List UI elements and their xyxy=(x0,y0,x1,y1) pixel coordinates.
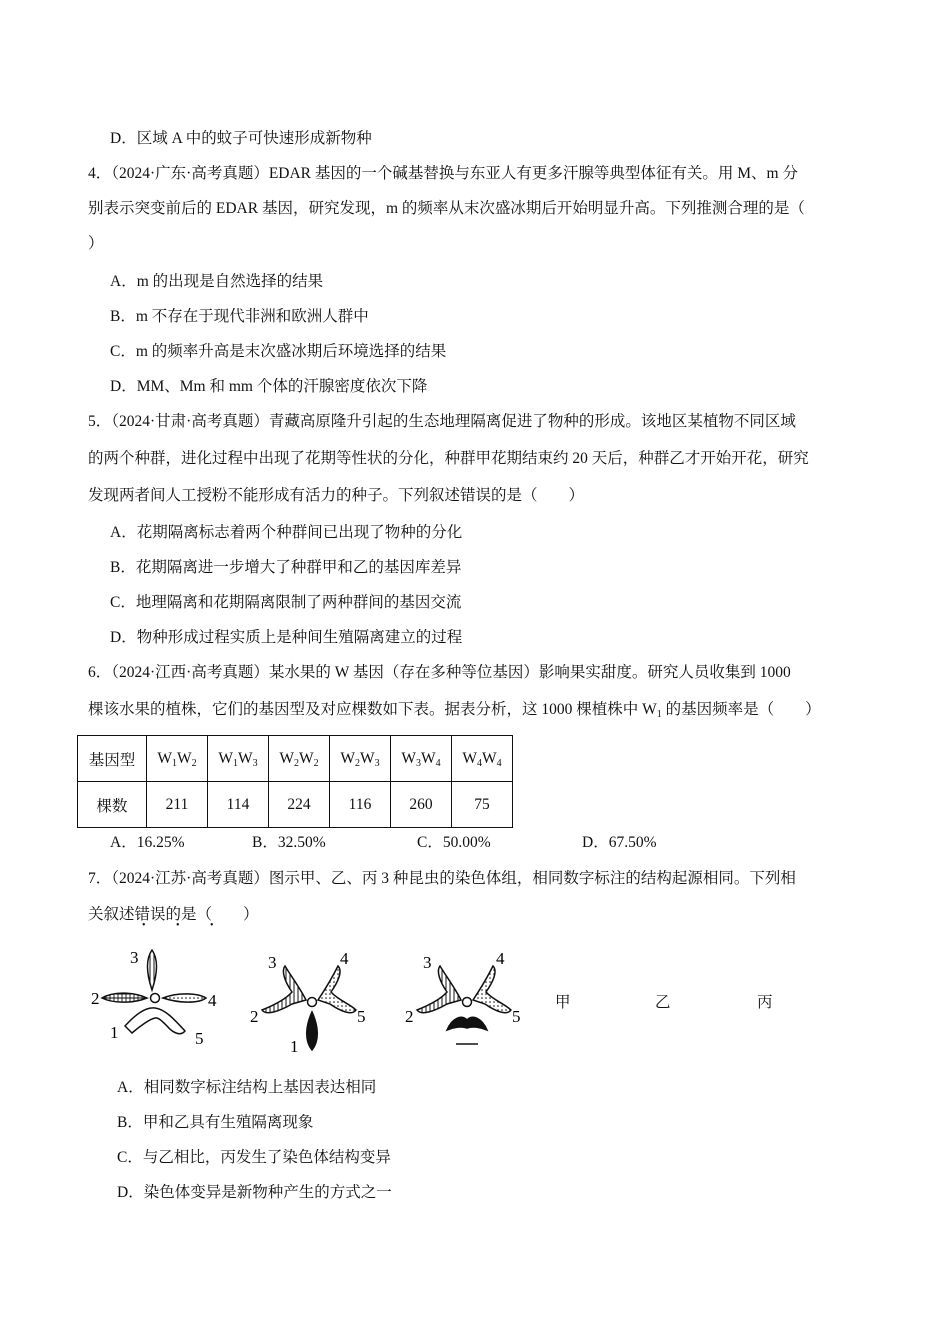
q4-stem-line3: ） xyxy=(88,235,104,252)
table-row-counts xyxy=(78,782,513,828)
label-3: 3 xyxy=(130,948,139,967)
q6-choice-a: A．16.25% xyxy=(110,834,185,851)
q7-option-b: B．甲和乙具有生殖隔离现象 xyxy=(117,1114,314,1131)
table-cell-count: 75 xyxy=(452,782,513,828)
label-1: 1 xyxy=(110,1023,119,1042)
chromosome-2 xyxy=(102,993,147,1002)
table-cell-genotype: $W_4W_4$ xyxy=(452,736,513,782)
q5-stem-line1: 5．（2024·甘肃·高考真题）青藏高原隆升引起的生态地理隔离促进了物种的形成。该地区某植物不同区域 xyxy=(88,413,796,430)
chromosome-1 xyxy=(307,1012,318,1050)
chromosome-3-2 xyxy=(417,966,461,1013)
label-4: 4 xyxy=(208,991,217,1010)
genotype-table xyxy=(77,735,513,828)
q6-stem-line2: 棵该水果的植株，它们的基因型及对应棵数如下表。据表分析，这 1000 棵植株中 $W_1$ 的基因频率是（ ） xyxy=(88,701,821,720)
q7-option-a: A．相同数字标注结构上基因表达相同 xyxy=(117,1079,377,1096)
chromosome-1 xyxy=(447,1017,487,1030)
table-row-genotypes xyxy=(78,736,513,782)
q6-stem-line1: 6．（2024·江西·高考真题）某水果的 W 基因（存在多种等位基因）影响果实甜度。研究人员收集到 1000 xyxy=(88,664,791,681)
q7-stem-line1: 7．（2024·江苏·高考真题）图示甲、乙、丙 3 种昆虫的染色体组，相同数字标注的结构起源相同。下列相 xyxy=(88,870,796,887)
q5-option-c: C．地理隔离和花期隔离限制了两种群间的基因交流 xyxy=(110,594,462,611)
chromosome-4-5 xyxy=(318,966,356,1013)
karyotype-bing xyxy=(405,949,521,1044)
figure-label-jia: 甲 xyxy=(555,994,571,1011)
label-5: 5 xyxy=(357,1007,366,1026)
figure-label-bing: 丙 xyxy=(757,994,773,1011)
table-cell-genotype: $W_1W_2$ xyxy=(147,736,208,782)
label-5: 5 xyxy=(512,1007,521,1026)
q4-option-a: A．m 的出现是自然选择的结果 xyxy=(110,273,324,290)
table-cell-genotype: $W_2W_3$ xyxy=(330,736,391,782)
table-header-count: 棵数 xyxy=(78,782,147,828)
table-cell-count: 211 xyxy=(147,782,208,828)
q6-choice-b: B．32.50% xyxy=(252,834,326,851)
q4-option-d: D．MM、Mm 和 mm 个体的汗腺密度依次下降 xyxy=(110,378,428,395)
q3-option-d: D．区域 A 中的蚊子可快速形成新物种 xyxy=(110,130,372,147)
q5-option-a: A．花期隔离标志着两个种群间已出现了物种的分化 xyxy=(110,524,463,541)
table-cell-count: 224 xyxy=(269,782,330,828)
q4-stem-line2: 别表示突变前后的 EDAR 基因，研究发现，m 的频率从末次盛冰期后开始明显升高。下列推测合理的是（ xyxy=(88,200,805,217)
table-cell-count: 260 xyxy=(391,782,452,828)
karyotype-yi xyxy=(250,949,366,1056)
q5-option-d: D．物种形成过程实质上是种间生殖隔离建立的过程 xyxy=(110,629,463,646)
label-5: 5 xyxy=(195,1029,204,1048)
q7-option-d: D．染色体变异是新物种产生的方式之一 xyxy=(117,1184,392,1201)
chromosome-4 xyxy=(163,994,206,1002)
label-2: 2 xyxy=(405,1007,414,1026)
q5-option-b: B．花期隔离进一步增大了种群甲和乙的基因库差异 xyxy=(110,559,462,576)
chromosome-set-figure xyxy=(0,940,540,1060)
q7-stem-line2: 关叙述错误的是（ ） xyxy=(88,906,259,923)
q4-option-b: B．m 不存在于现代非洲和欧洲人群中 xyxy=(110,308,369,325)
label-3: 3 xyxy=(268,953,277,972)
chromosome-3 xyxy=(147,950,156,990)
label-1: 1 xyxy=(290,1037,299,1056)
table-cell-genotype: $W_2W_2$ xyxy=(269,736,330,782)
table-cell-genotype: $W_3W_4$ xyxy=(391,736,452,782)
q5-stem-line2: 的两个种群，进化过程中出现了花期等性状的分化，种群甲花期结束约 20 天后，种群乙才开始开花，研究 xyxy=(88,450,809,467)
q4-option-c: C．m 的频率升高是末次盛冰期后环境选择的结果 xyxy=(110,343,447,360)
q6-choice-d: D．67.50% xyxy=(582,834,657,851)
table-header-genotype: 基因型 xyxy=(78,736,147,782)
chromosome-3-2 xyxy=(262,966,306,1013)
table-cell-count: 116 xyxy=(330,782,391,828)
emphasis-dots: • • • xyxy=(142,920,228,931)
table-cell-genotype: $W_1W_3$ xyxy=(208,736,269,782)
q4-stem-line1: 4．（2024·广东·高考真题）EDAR 基因的一个碱基替换与东亚人有更多汗腺等典型体征有关。用 M、m 分 xyxy=(88,165,798,182)
label-3: 3 xyxy=(423,953,432,972)
q6-choice-c: C．50.00% xyxy=(417,834,491,851)
chromosome-1-5 xyxy=(125,1008,185,1034)
label-2: 2 xyxy=(250,1007,259,1026)
table-cell-count: 114 xyxy=(208,782,269,828)
figure-label-yi: 乙 xyxy=(655,994,671,1011)
label-4: 4 xyxy=(340,949,349,968)
karyotype-jia xyxy=(91,948,217,1048)
q7-option-c: C．与乙相比，丙发生了染色体结构变异 xyxy=(117,1149,391,1166)
chromosome-4-5 xyxy=(473,966,511,1013)
label-2: 2 xyxy=(91,989,100,1008)
label-4: 4 xyxy=(496,949,505,968)
q5-stem-line3: 发现两者间人工授粉不能形成有活力的种子。下列叙述错误的是（ ） xyxy=(88,487,585,504)
